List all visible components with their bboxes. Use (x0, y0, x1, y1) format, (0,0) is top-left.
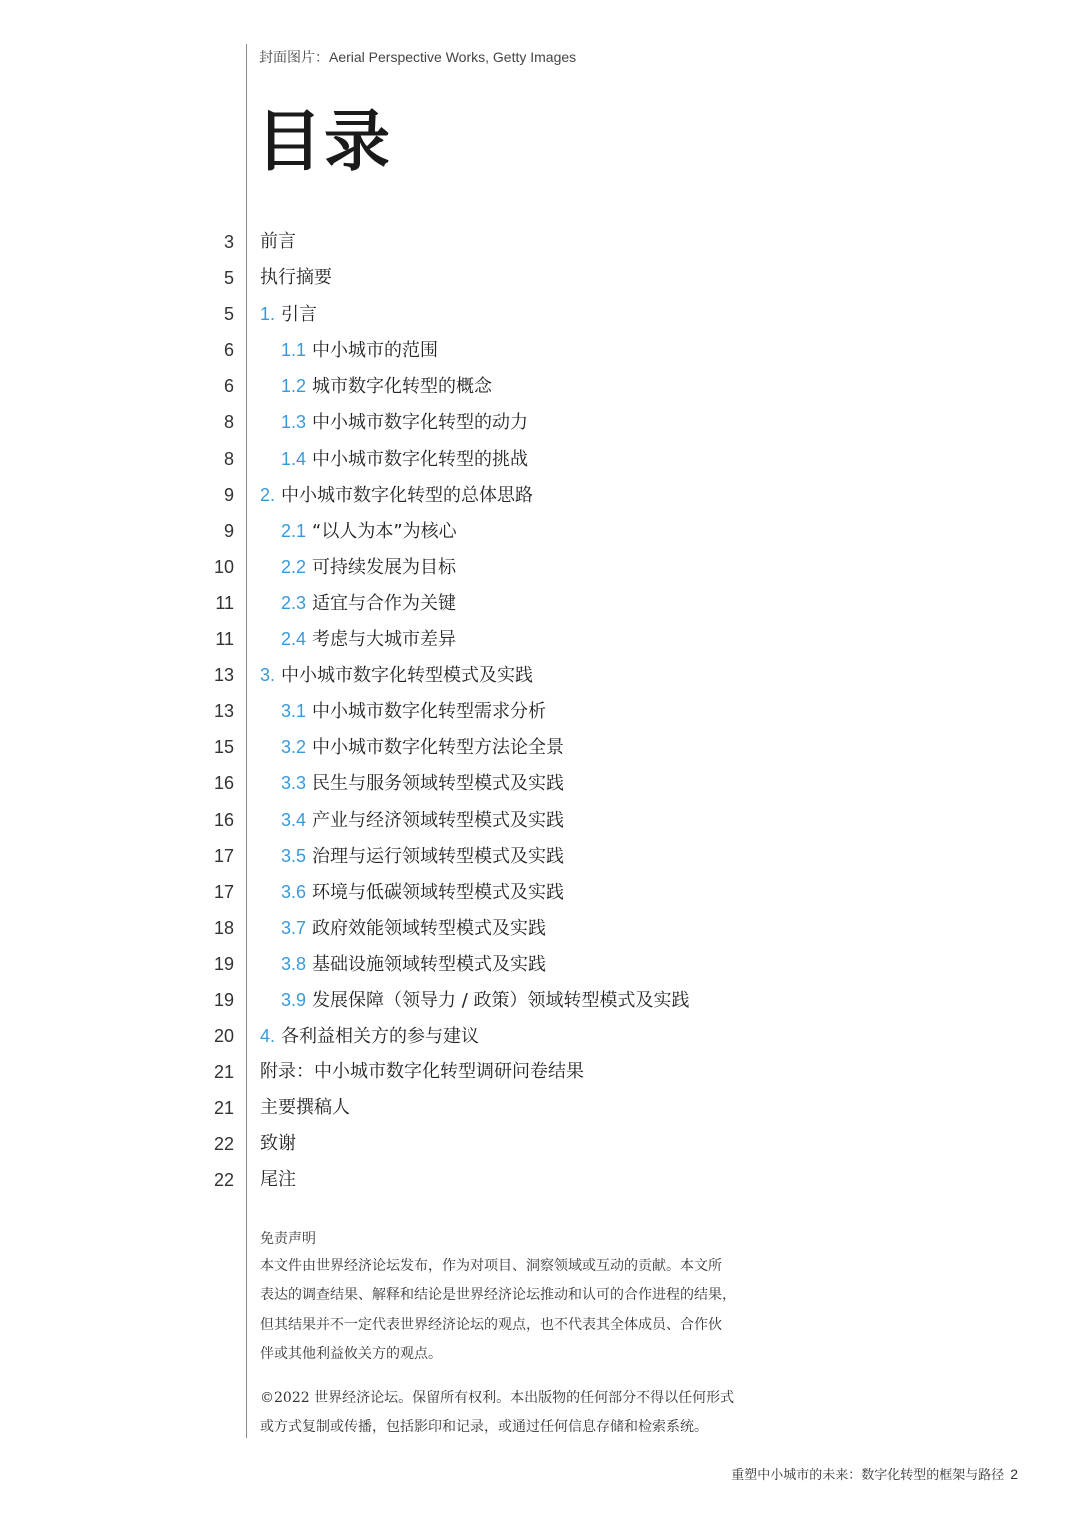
toc-item[interactable] (0, 910, 1080, 946)
toc-label: 发展保障（领导力 / 政策）领域转型模式及实践 (312, 989, 690, 1011)
toc-item[interactable] (0, 1018, 1080, 1054)
toc-item[interactable] (0, 441, 1080, 477)
toc-label: 中小城市的范围 (312, 340, 439, 362)
toc-label: 民生与服务领域转型模式及实践 (312, 773, 565, 795)
toc-label: 前言 (260, 231, 296, 252)
footer-doc-title: 重塑中小城市的未来：数字化转型的框架与路径 (731, 1468, 1005, 1483)
toc-page-number: 16 (213, 809, 234, 830)
toc-entry (260, 1162, 296, 1198)
toc-item[interactable] (0, 404, 1080, 440)
toc-page-number: 8 (223, 448, 234, 469)
toc-page-number: 3 (223, 232, 234, 252)
toc-section-number: 2.4 (281, 629, 307, 650)
toc-label: 中小城市数字化转型需求分析 (312, 701, 547, 723)
toc-label: 中小城市数字化转型的动力 (312, 412, 529, 434)
toc-entry (260, 657, 533, 694)
toc-entry (281, 838, 564, 875)
toc-section-number: 3. (260, 665, 276, 686)
toc-entry (281, 729, 564, 766)
toc-section-number: 2.2 (281, 556, 307, 577)
toc-label: 致谢 (260, 1133, 296, 1155)
toc-entry (281, 621, 456, 658)
toc-page-number: 19 (213, 953, 234, 974)
toc-item[interactable] (0, 946, 1080, 982)
toc-section-number: 3.8 (281, 953, 307, 974)
page-title: 目录 (256, 102, 392, 180)
toc-page-number: 21 (213, 1062, 234, 1083)
toc-entry (281, 946, 546, 983)
toc-entry (281, 765, 564, 802)
toc-item[interactable] (0, 477, 1080, 513)
toc-page-number: 17 (213, 845, 234, 866)
toc-section-number: 1. (260, 304, 276, 325)
toc-section-number: 3.6 (281, 881, 307, 902)
toc-entry (260, 296, 317, 333)
toc-label: 考虑与大城市差异 (312, 629, 457, 651)
toc-label: 可持续发展为目标 (312, 556, 457, 578)
toc-entry (260, 1018, 479, 1055)
toc-item[interactable] (0, 1162, 1080, 1198)
toc-label: 中小城市数字化转型的挑战 (312, 448, 529, 470)
toc-label: 中小城市数字化转型的总体思路 (281, 484, 534, 506)
toc-label: 中小城市数字化转型模式及实践 (281, 665, 534, 687)
footer-page-number: 2 (1010, 1466, 1018, 1482)
toc-item[interactable] (0, 657, 1080, 693)
copyright-line: ©2022 世界经济论坛。保留所有权利。本出版物的任何部分不得以任何形式 (260, 1389, 735, 1406)
toc-label: 政府效能领域转型模式及实践 (312, 917, 547, 939)
toc-section-number: 3.3 (281, 773, 307, 794)
toc-item[interactable] (0, 513, 1080, 549)
toc-section-number: 3.4 (281, 809, 307, 830)
toc-section-number: 2.1 (281, 520, 307, 541)
toc-entry (281, 585, 456, 622)
toc-page-number: 15 (213, 737, 234, 758)
toc-section-number: 1.4 (281, 448, 307, 469)
toc-entry (281, 874, 564, 911)
toc-label: 中小城市数字化转型方法论全景 (312, 737, 565, 759)
toc-item[interactable] (0, 260, 1080, 296)
table-of-contents (0, 224, 1080, 1199)
toc-entry (281, 513, 457, 550)
toc-page-number: 9 (223, 520, 234, 541)
toc-entry (281, 368, 492, 405)
disclaimer (260, 1226, 760, 1442)
toc-section-number: 3.9 (281, 989, 307, 1010)
toc-label: 引言 (281, 304, 318, 326)
toc-page-number: 22 (213, 1134, 234, 1155)
toc-item[interactable] (0, 549, 1080, 585)
toc-item[interactable] (0, 874, 1080, 910)
toc-page-number: 11 (215, 592, 234, 613)
toc-item[interactable] (0, 224, 1080, 260)
toc-entry (281, 549, 456, 586)
toc-section-number: 3.2 (281, 737, 307, 758)
toc-label: 尾注 (260, 1169, 296, 1191)
toc-section-number: 3.1 (281, 701, 307, 722)
toc-page-number: 16 (213, 773, 234, 794)
toc-label: 执行摘要 (260, 267, 332, 289)
toc-page-number: 21 (213, 1098, 234, 1119)
toc-label: 基础设施领域转型模式及实践 (312, 953, 547, 975)
toc-page-number: 10 (213, 556, 234, 577)
toc-section-number: 2.3 (281, 592, 307, 613)
toc-page-number: 6 (223, 376, 234, 397)
toc-entry (260, 224, 296, 260)
toc-item[interactable] (0, 368, 1080, 404)
toc-label: 附录：中小城市数字化转型调研问卷结果 (260, 1061, 584, 1083)
toc-entry (260, 1126, 296, 1162)
toc-page-number: 18 (213, 917, 234, 938)
toc-entry (281, 802, 564, 839)
toc-page-number: 17 (213, 881, 234, 902)
toc-section-number: 3.7 (281, 917, 307, 938)
toc-item[interactable] (0, 332, 1080, 368)
disclaimer-heading: 免责声明 (260, 1231, 316, 1247)
disclaimer-line: 本文件由世界经济论坛发布，作为对项目、洞察领域或互动的贡献。本文所 (260, 1258, 722, 1274)
toc-item[interactable] (0, 1090, 1080, 1126)
toc-entry (281, 693, 546, 730)
page-footer (731, 1464, 1018, 1483)
toc-section-number: 1.2 (281, 376, 307, 397)
toc-page-number: 13 (213, 665, 234, 686)
toc-label: 适宜与合作为关键 (312, 592, 457, 614)
toc-entry (281, 910, 546, 947)
toc-label: 各利益相关方的参与建议 (281, 1026, 480, 1048)
toc-entry (260, 260, 332, 296)
toc-section-number: 2. (260, 484, 276, 505)
toc-item[interactable] (0, 802, 1080, 838)
disclaimer-line: 表达的调查结果、解释和结论是世界经济论坛推动和认可的合作进程的结果， (260, 1287, 736, 1304)
toc-label: 环境与低碳领域转型模式及实践 (312, 881, 565, 903)
toc-label: 城市数字化转型的概念 (312, 376, 493, 398)
toc-page-number: 6 (223, 340, 234, 361)
disclaimer-line: 但其结果并不一定代表世界经济论坛的观点，也不代表其全体成员、合作伙 (260, 1316, 722, 1333)
toc-page-number: 11 (215, 629, 234, 650)
toc-entry (260, 1090, 350, 1126)
toc-page-number: 19 (213, 989, 234, 1010)
toc-section-number: 1.1 (281, 340, 307, 361)
toc-section-number: 3.5 (281, 845, 307, 866)
toc-item[interactable] (0, 296, 1080, 332)
toc-item[interactable] (0, 693, 1080, 729)
toc-entry (260, 1054, 584, 1090)
toc-label: “以人为本”为核心 (312, 520, 457, 542)
disclaimer-line: 伴或其他利益攸关方的观点。 (260, 1346, 442, 1363)
toc-page-number: 20 (213, 1026, 234, 1047)
copyright-line: 或方式复制或传播，包括影印和记录，或通过任何信息存储和检索系统。 (260, 1419, 708, 1436)
toc-entry (281, 332, 438, 369)
toc-entry (281, 982, 690, 1019)
toc-item[interactable] (0, 729, 1080, 765)
toc-item[interactable] (0, 1054, 1080, 1090)
toc-item[interactable] (0, 765, 1080, 801)
toc-page-number: 22 (213, 1170, 234, 1191)
toc-label: 治理与运行领域转型模式及实践 (312, 845, 565, 867)
toc-page-number: 5 (223, 304, 234, 325)
disclaimer-body (260, 1252, 760, 1370)
toc-page-number: 13 (213, 701, 234, 722)
toc-page-number: 9 (223, 484, 234, 505)
toc-page-number: 5 (223, 268, 234, 289)
cover-image-credit: 封面图片：Aerial Perspective Works, Getty Images (259, 49, 577, 65)
toc-section-number: 1.3 (281, 412, 307, 433)
copyright-notice (260, 1384, 760, 1443)
toc-entry (281, 441, 528, 478)
toc-item[interactable] (0, 982, 1080, 1018)
toc-item[interactable] (0, 585, 1080, 621)
toc-label: 产业与经济领域转型模式及实践 (312, 809, 565, 831)
toc-item[interactable] (0, 838, 1080, 874)
toc-entry (281, 404, 528, 441)
toc-item[interactable] (0, 1126, 1080, 1162)
toc-item[interactable] (0, 621, 1080, 657)
toc-section-number: 4. (260, 1026, 276, 1047)
toc-label: 主要撰稿人 (260, 1097, 350, 1119)
toc-page-number: 8 (223, 412, 234, 433)
toc-entry (260, 477, 533, 514)
